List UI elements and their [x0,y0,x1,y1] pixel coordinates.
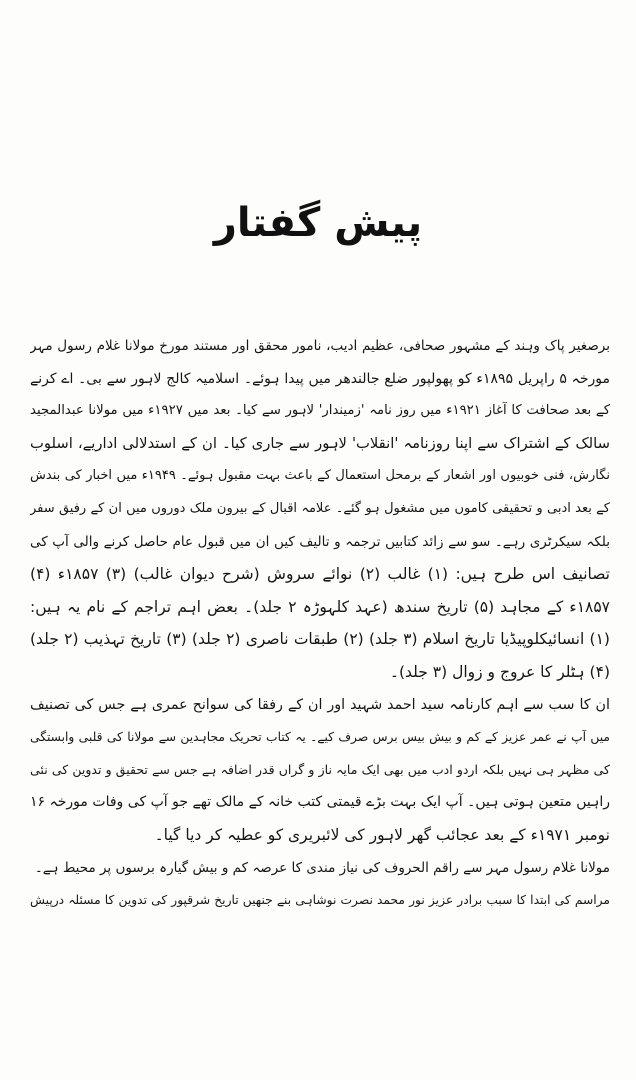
text-line: بلکہ سیکرٹری رہے۔ سو سے زائد کتابیں ترجمہ و تالیف کیں ان میں قبول عام حاصل کرنے والی آپ کی [30,533,610,550]
text-line: نگارش، فنی خوبیوں اور اشعار کے برمحل استعمال کے باعث بہت مقبول ہوئے۔ ۱۹۴۹ء میں اخبار کی بندش [30,468,610,484]
text-line: تصانیف اس طرح ہیں: (۱) غالب (۲) نوائے سروش (شرح دیوان غالب) (۳) ۱۸۵۷ء (۴) [30,565,610,584]
text-line: مراسم کی ابتدا کا سبب برادر عزیز نور محمد نصرت نوشاہی بنے جنھیں تاریخ شرقپور کی تدوین کا مسئلہ درپیش [30,893,610,908]
text-line: مورخہ ۵ راپریل ۱۸۹۵ء کو پھولپور ضلع جالندھر میں پیدا ہوئے۔ اسلامیہ کالج لاہور سے بی۔ اے کرنے [30,370,610,387]
text-line: کے بعد صحافت کا آغاز ۱۹۲۱ء میں روز نامہ 'زمیندار' لاہور سے کیا۔ بعد میں ۱۹۲۷ء میں مولانا عبدالمجید [30,403,610,419]
page-title: پیش گفتار [213,200,423,246]
text-line: ۱۸۵۷ء کے مجاہد (۵) تاریخ سندھ (عہد کلہوڑہ ۲ جلد)۔ بعض اہم تراجم کے نام یہ ہیں: [30,597,610,616]
text-line: (۱) انسائیکلوپیڈیا تاریخ اسلام (۳ جلد) (۲) طبقات ناصری (۲ جلد) (۳) تاریخ تہذیب (۲ جلد) [30,630,610,649]
body-text [30,330,610,917]
text-line: (۴) ہٹلر کا عروج و زوال (۳ جلد)۔ [389,662,610,681]
text-line: مولانا غلام رسول مہر سے راقم الحروف کی نیاز مندی کا عرصہ کم و بیش گیارہ برسوں پر محیط ہے۔ [34,859,610,876]
text-line: برصغیر پاک وہند کے مشہور صحافی، عظیم ادیب، نامور محقق اور مستند مورخ مولانا غلام رسول مہر [30,338,610,354]
text-line: کے بعد ادبی و تحقیقی کاموں میں مشغول ہو گئے۔ علامہ اقبال کے بیرون ملک دوروں میں ان کے رفیق سفر [30,500,610,516]
text-line: کی مظہر ہی نہیں بلکہ اردو ادب میں بھی ایک مایہ ناز و گراں قدر اضافہ ہے جس سے تحقیق و تدوین کی نئی [30,761,610,777]
text-line: راہیں متعین ہوتی ہیں۔ آپ ایک بہت بڑے قیمتی کتب خانہ کے مالک تھے جو آپ کی وفات مورخہ ۱۶ [30,794,610,811]
text-line: سالک کے اشتراک سے اپنا روزنامہ 'انقلاب' لاہور سے جاری کیا۔ ان کے استدلالی اداریے، اسلوب [30,434,610,452]
text-line: میں آپ نے عمر عزیز کے کم و بیش بیس برس صرف کیے۔ یہ کتاب تحریک مجاہدین سے مولانا کی قلبی وابستگی [30,730,610,745]
text-line: نومبر ۱۹۷۱ء کے بعد عجائب گھر لاہور کی لائبریری کو عطیہ کر دیا گیا۔ [154,825,610,844]
text-line: ان کا سب سے اہم کارنامہ سید احمد شہید اور ان کے رفقا کی سوانح عمری ہے جس کی تصنیف [30,696,610,713]
